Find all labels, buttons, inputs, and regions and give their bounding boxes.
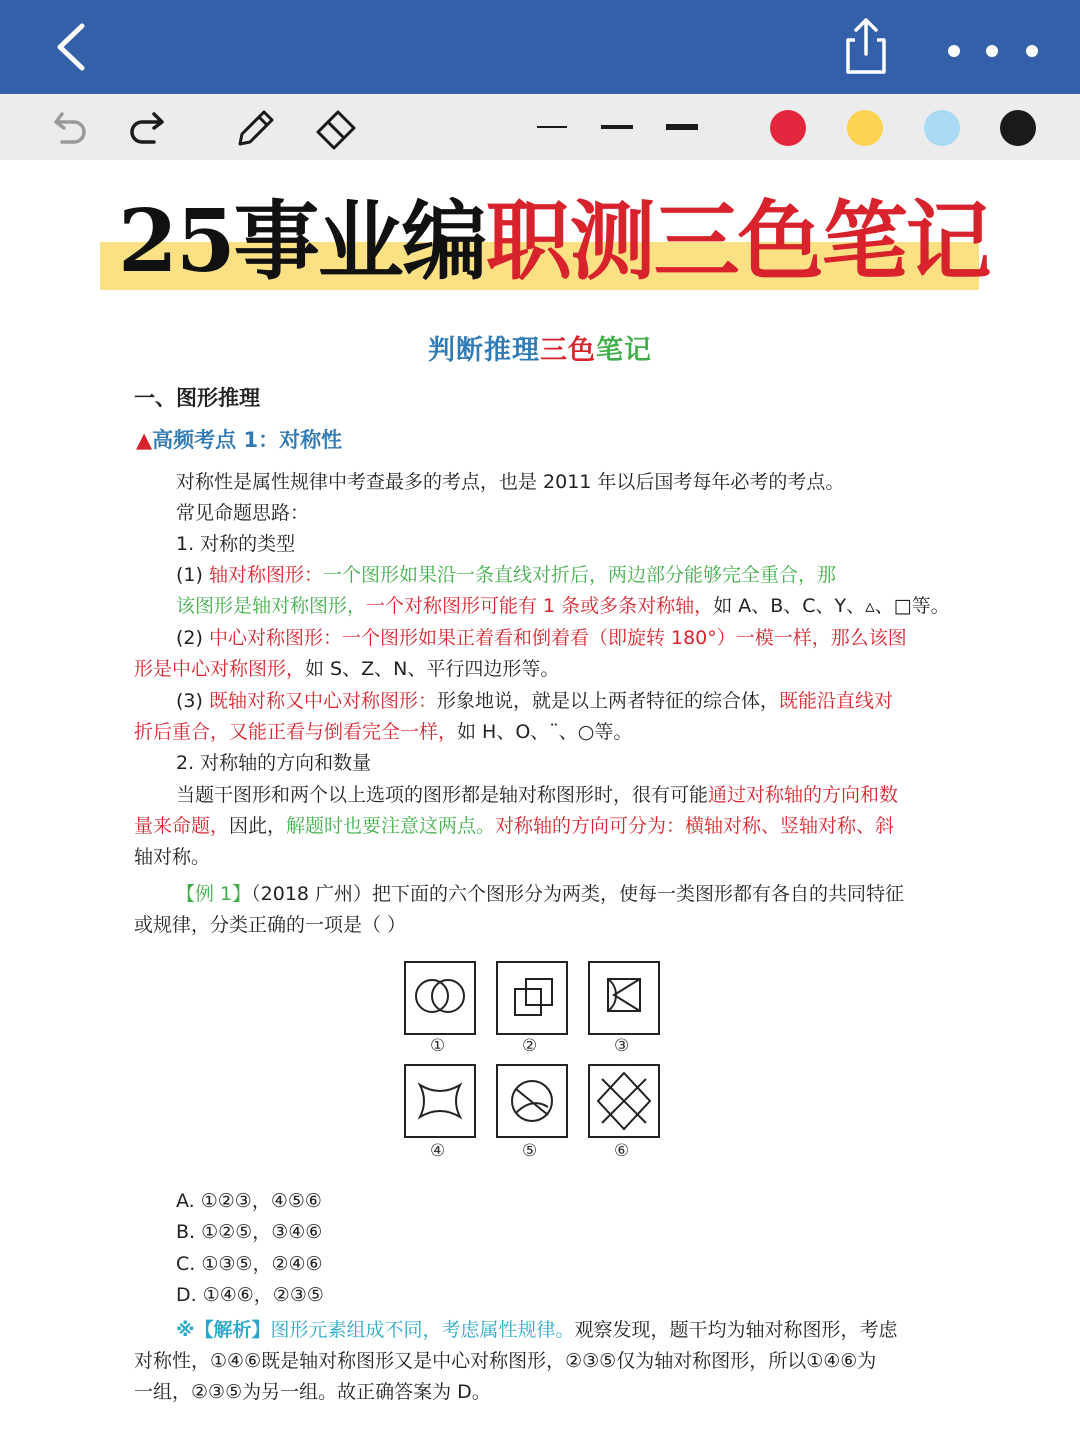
t1-prefix: (1) <box>176 564 203 586</box>
color-red-swatch[interactable] <box>770 110 806 146</box>
redo-button[interactable] <box>126 106 168 148</box>
figure-5 <box>497 1065 567 1137</box>
figure-1 <box>405 962 475 1034</box>
t3-example: 如 H、O、¨、○等。 <box>457 721 633 743</box>
pencil-icon <box>232 104 280 152</box>
analysis-text1: 观察发现，题干均为轴对称图形，考虑 <box>574 1319 898 1341</box>
t2-line1 <box>176 624 907 652</box>
subtitle-part-1: 判断推理 <box>428 335 540 366</box>
axis-line1 <box>176 781 898 809</box>
t3-desc: 形象地说，就是以上两者特征的综合体， <box>436 690 779 712</box>
t1-def3: 一个对称图形可能有 1 条或多条对称轴， <box>366 595 714 617</box>
undo-icon <box>50 106 92 148</box>
analysis-hint: 图形元素组成不同，考虑属性规律。 <box>270 1319 575 1341</box>
t3-prefix: (3) <box>176 690 203 712</box>
axis-p2c: 解题时也要注意这两点。 <box>286 815 496 837</box>
analysis-line1 <box>176 1316 898 1344</box>
title-part-1: 25事业编 <box>118 191 486 292</box>
subtitle-part-2: 三色 <box>540 335 596 366</box>
figure-4 <box>405 1065 475 1137</box>
example-tag: 【例 1】 <box>176 883 252 905</box>
color-yellow-swatch[interactable] <box>847 110 883 146</box>
t3-line1 <box>176 687 893 715</box>
axis-line2 <box>134 812 894 840</box>
t3-name: 既轴对称又中心对称图形： <box>208 690 437 712</box>
axis-p1a: 当题干图形和两个以上选项的图形都是轴对称图形时，很有可能 <box>176 784 709 806</box>
stroke-thin-button[interactable] <box>537 126 567 128</box>
undo-button[interactable] <box>50 106 92 148</box>
t1-def: 一个图形如果沿一条直线对折后，两边部分能够完全重合，那 <box>322 564 836 586</box>
axis-p2b: 因此， <box>229 815 287 837</box>
point-heading <box>136 426 342 454</box>
redo-icon <box>126 106 168 148</box>
t2-prefix: (2) <box>176 627 203 649</box>
share-icon <box>838 16 894 76</box>
type-heading: 1. 对称的类型 <box>176 533 296 555</box>
figure-marker-6: ⑥ <box>614 1141 630 1161</box>
axis-line3: 轴对称。 <box>134 846 211 868</box>
back-button[interactable] <box>48 20 96 74</box>
t2-name: 中心对称图形：一个图形如果正着看和倒着看（即旋转 180°）一模一样，那么该图 <box>208 627 907 649</box>
t1-example: 如 A、B、C、Y、▵、□等。 <box>713 595 950 617</box>
t1-def2: 该图形是轴对称图形， <box>176 595 367 617</box>
axis-p1b: 通过对称轴的方向和数 <box>708 784 899 806</box>
subtitle-part-3: 笔记 <box>596 335 652 366</box>
stroke-thick-button[interactable] <box>666 124 698 130</box>
top-app-bar <box>0 0 1080 94</box>
pen-tool-button[interactable] <box>232 104 280 152</box>
t2-name2: 形是中心对称图形， <box>134 658 306 680</box>
t2-example: 如 S、Z、N、平行四边形等。 <box>305 658 560 680</box>
figure-marker-4: ④ <box>430 1141 446 1161</box>
triangle-marker: ▲ <box>136 428 153 452</box>
color-lightblue-swatch[interactable] <box>924 110 960 146</box>
section-subtitle <box>0 328 1080 367</box>
option-d[interactable]: D. ①④⑥，②③⑤ <box>176 1284 324 1306</box>
option-a[interactable]: A. ①②③，④⑤⑥ <box>176 1190 322 1212</box>
figure-3 <box>589 962 659 1034</box>
analysis-line2: 对称性，①④⑥既是轴对称图形又是中心对称图形，②③⑤仅为轴对称图形，所以①④⑥为 <box>134 1350 877 1372</box>
axis-heading: 2. 对称轴的方向和数量 <box>176 752 372 774</box>
section-heading: 一、图形推理 <box>134 386 260 410</box>
common-label: 常见命题思路： <box>176 502 310 524</box>
stroke-medium-button[interactable] <box>601 125 633 129</box>
annotation-toolbar <box>0 94 1080 160</box>
analysis-line3: 一组，②③⑤为另一组。故正确答案为 D。 <box>134 1381 491 1403</box>
eraser-icon <box>312 104 360 152</box>
t3-red: 既能沿直线对 <box>779 690 894 712</box>
axis-p2d: 对称轴的方向可分为：横轴对称、竖轴对称、斜 <box>495 815 895 837</box>
page-title <box>118 192 990 292</box>
analysis-mark: ※【解析】 <box>176 1319 271 1341</box>
intro-line: 对称性是属性规律中考查最多的考点，也是 2011 年以后国考每年必考的考点。 <box>176 471 845 493</box>
example-line2: 或规律，分类正确的一项是（ ） <box>134 914 407 936</box>
t3-red2: 折后重合，又能正看与倒看完全一样， <box>134 721 458 743</box>
option-c[interactable]: C. ①③⑤，②④⑥ <box>176 1253 323 1275</box>
example-text1: （2018 广州）把下面的六个图形分为两类，使每一类图形都有各自的共同特征 <box>251 883 905 905</box>
option-b[interactable]: B. ①②⑤，③④⑥ <box>176 1221 323 1243</box>
t1-name: 轴对称图形： <box>208 564 323 586</box>
more-button[interactable] <box>940 36 1044 66</box>
t1-line1 <box>176 561 836 589</box>
title-part-2: 职测三色笔记 <box>485 191 990 292</box>
t1-line2 <box>176 592 950 620</box>
figure-2 <box>497 962 567 1034</box>
point-title: 高频考点 1：对称性 <box>152 428 343 452</box>
chevron-left-icon <box>48 20 96 74</box>
figure-marker-5: ⑤ <box>522 1141 538 1161</box>
example-line1 <box>176 880 904 908</box>
share-button[interactable] <box>838 16 894 76</box>
figure-6 <box>589 1065 659 1137</box>
more-icon <box>940 36 1044 66</box>
color-black-swatch[interactable] <box>1000 110 1036 146</box>
axis-p2a: 量来命题， <box>134 815 230 837</box>
t3-line2 <box>134 718 632 746</box>
figure-marker-2: ② <box>522 1036 538 1056</box>
figure-marker-1: ① <box>430 1036 446 1056</box>
t2-line2 <box>134 655 559 683</box>
figure-marker-3: ③ <box>614 1036 630 1056</box>
eraser-tool-button[interactable] <box>312 104 360 152</box>
